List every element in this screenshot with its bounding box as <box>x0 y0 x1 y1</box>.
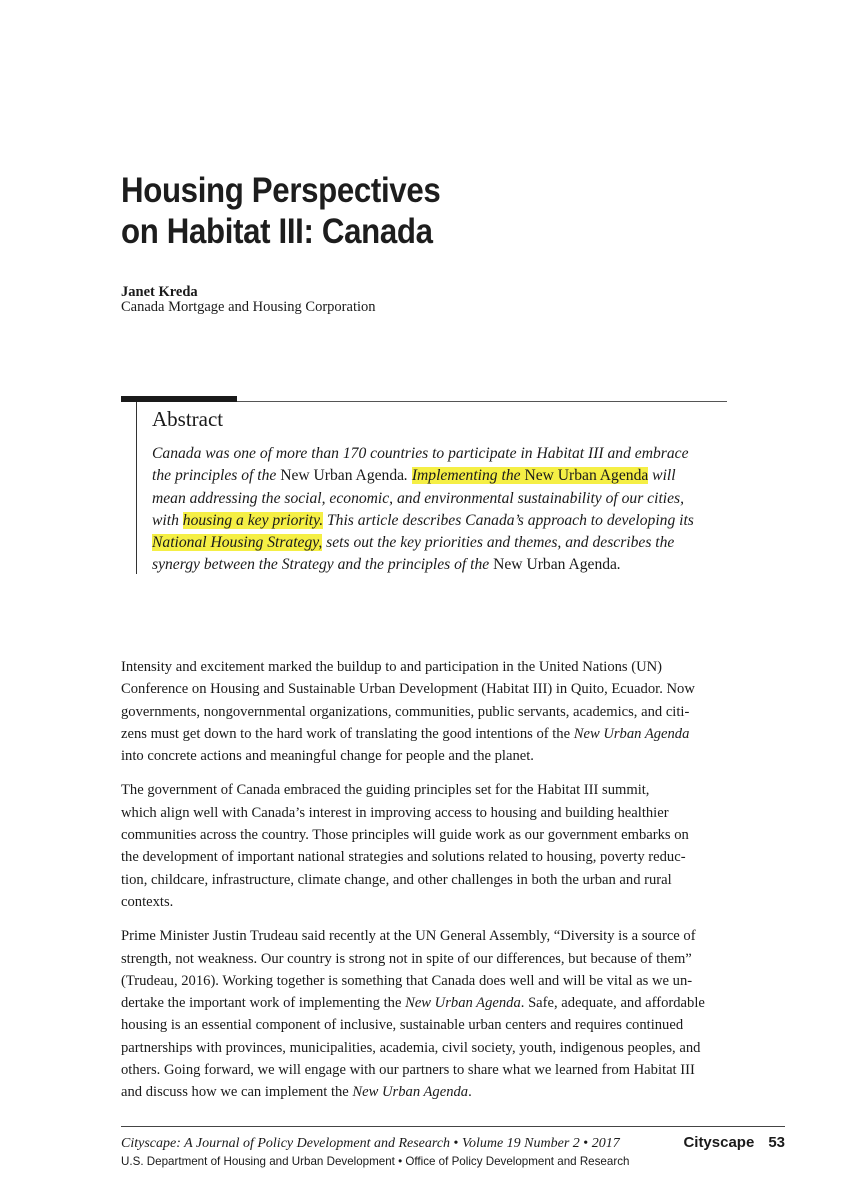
italic-title: New Urban Agenda <box>405 995 521 1012</box>
body-line <box>121 1059 761 1081</box>
abstract-line <box>152 465 732 487</box>
article-body <box>121 656 761 1116</box>
body-text-run: Conference on Housing and Sustainable Urban Development (Habitat III) in Quito, Ecuador. Now <box>121 681 695 698</box>
abstract-line <box>152 488 732 510</box>
article-title <box>121 170 440 252</box>
body-line <box>121 846 761 868</box>
body-text-run: . <box>468 1084 472 1101</box>
body-line <box>121 745 761 767</box>
body-text-run: communities across the country. Those principles will guide work as our government embarks on <box>121 827 689 844</box>
body-text-run: which align well with Canada’s interest in improving access to housing and building healthier <box>121 804 669 821</box>
body-line <box>121 970 761 992</box>
body-text-run: governments, nongovernmental organizations, communities, public servants, academics, and citi- <box>121 703 690 720</box>
body-line <box>121 802 761 824</box>
abstract-line <box>152 532 732 554</box>
abstract-text-run: sets out the key priorities and themes, and describes the <box>322 534 675 552</box>
abstract-text-run: New Urban Agenda <box>280 467 405 485</box>
highlighted-text: Implementing the <box>411 467 525 485</box>
highlighted-text: housing a key priority. <box>182 511 324 529</box>
abstract-text-run: mean addressing the social, economic, and environmental sustainability of our cities, <box>152 489 684 507</box>
body-text-run: partnerships with provinces, municipalities, academia, civil society, youth, indigenous peoples, and <box>121 1039 701 1056</box>
abstract-text-run: . <box>616 556 621 574</box>
abstract-text-run: synergy between the Strategy and the principles of the <box>152 556 494 574</box>
abstract-top-bar <box>121 396 237 402</box>
body-text-run: tion, childcare, infrastructure, climate change, and other challenges in both the urban and rural <box>121 871 672 888</box>
footer-brand <box>683 1134 785 1152</box>
abstract-top-rule <box>237 401 727 402</box>
body-text-run: Prime Minister Justin Trudeau said recently at the UN General Assembly, “Diversity is a source of <box>121 928 696 945</box>
body-line <box>121 891 761 913</box>
abstract-text-run: This article describes Canada’s approach to developing its <box>323 511 694 529</box>
abstract-text-run: Canada was one of more than 170 countries to participate in Habitat III and embrace <box>152 445 689 462</box>
body-line <box>121 824 761 846</box>
abstract-text-run: will <box>648 467 676 485</box>
footer-department: U.S. Department of Housing and Urban Development • Office of Policy Development and Research <box>121 1155 630 1168</box>
body-text-run: contexts. <box>121 893 174 910</box>
highlighted-text: National Housing Strategy, <box>152 534 323 552</box>
body-line <box>121 656 761 678</box>
abstract-text-run: . <box>404 467 412 485</box>
body-line <box>121 723 761 745</box>
abstract-line <box>152 554 732 576</box>
abstract-side-rule <box>136 402 137 574</box>
body-text-run: the development of important national strategies and solutions related to housing, poverty reduc- <box>121 849 686 866</box>
journal-year: 2017 <box>591 1136 620 1151</box>
body-text-run: and discuss how we can implement the <box>121 1084 353 1101</box>
abstract-line <box>152 510 732 532</box>
body-line <box>121 992 761 1014</box>
footer-separator: • <box>583 1136 589 1151</box>
italic-title: New Urban Agenda <box>573 725 690 742</box>
title-line-1: Housing Perspectives <box>121 170 441 210</box>
abstract-text <box>152 443 732 577</box>
body-paragraph <box>121 656 761 767</box>
footer-separator: • <box>453 1136 459 1151</box>
body-text-run: The government of Canada embraced the guiding principles set for the Habitat III summit, <box>121 782 650 799</box>
author-name: Janet Kreda <box>121 284 198 300</box>
author-affiliation: Canada Mortgage and Housing Corporation <box>121 299 376 315</box>
journal-name: Cityscape: A Journal of Policy Development and Research <box>121 1136 451 1151</box>
body-paragraph <box>121 779 761 913</box>
journal-volume: Volume 19 Number 2 <box>461 1136 580 1151</box>
abstract-text-run: the principles of the <box>152 467 281 485</box>
body-line <box>121 1014 761 1036</box>
body-text-run: (Trudeau, 2016). Working together is something that Canada does well and will be vital as we un- <box>121 972 693 989</box>
abstract-heading: Abstract <box>152 407 224 431</box>
body-text-run: dertake the important work of implementing the <box>121 995 406 1012</box>
body-line <box>121 1037 761 1059</box>
abstract-text-run: New Urban Agenda <box>493 556 617 574</box>
page-number: 53 <box>768 1134 785 1151</box>
body-line <box>121 779 761 801</box>
body-line <box>121 1081 761 1103</box>
italic-title: New Urban Agenda <box>352 1084 469 1101</box>
title-line-2: on Habitat III: Canada <box>121 211 433 251</box>
brand-name: Cityscape <box>683 1134 755 1151</box>
body-text-run: others. Going forward, we will engage with our partners to share what we learned from Habitat III <box>121 1062 695 1079</box>
abstract-line <box>152 443 732 465</box>
body-text-run: housing is an essential component of inclusive, sustainable urban centers and requires continued <box>121 1017 684 1034</box>
body-text-run: strength, not weakness. Our country is strong not in spite of our differences, but because of them” <box>121 950 692 967</box>
body-text-run: zens must get down to the hard work of translating the good intentions of the <box>121 725 574 742</box>
body-line <box>121 925 761 947</box>
body-line <box>121 869 761 891</box>
body-line <box>121 701 761 723</box>
footer-rule <box>121 1126 785 1127</box>
highlighted-text: New Urban Agenda <box>524 467 649 485</box>
body-line <box>121 948 761 970</box>
body-line <box>121 678 761 700</box>
body-text-run: into concrete actions and meaningful change for people and the planet. <box>121 748 534 765</box>
body-paragraph <box>121 925 761 1103</box>
body-text-run: Intensity and excitement marked the buildup to and participation in the United Nations (UN) <box>121 659 663 675</box>
footer-journal-line <box>121 1135 620 1153</box>
abstract-text-run: with <box>152 511 183 529</box>
body-text-run: . Safe, adequate, and affordable <box>520 995 705 1012</box>
